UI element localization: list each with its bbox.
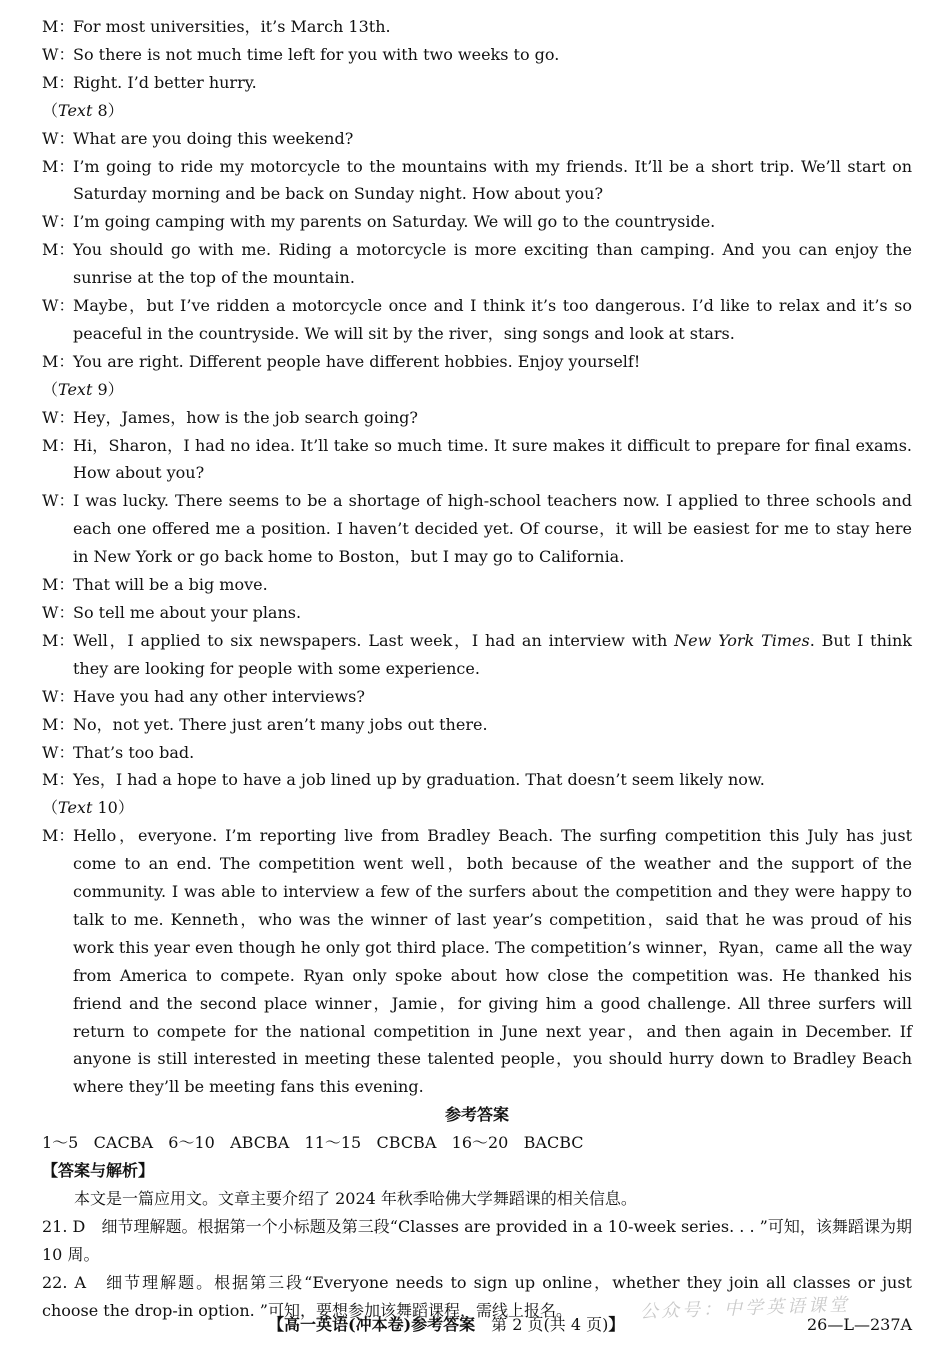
turn-text: . But I think they are looking for people with some experience. xyxy=(73,630,912,678)
answer-letters: CBCBA xyxy=(376,1133,437,1153)
speaker-label: W： xyxy=(42,603,75,622)
question-number: 21. D xyxy=(42,1216,86,1236)
speaker-label: W： xyxy=(42,491,75,511)
answer-range: 11～15 xyxy=(304,1133,362,1153)
speaker-label: M： xyxy=(42,72,75,92)
turn-text: I’m going to ride my motorcycle to the mountains with my friends. It’ll be a short trip. We’ll start on Saturday morning and be back on Sunday night. How about you? xyxy=(73,156,912,204)
speaker-label: W： xyxy=(42,296,75,316)
turn-text: No，not yet. There just aren’t many jobs out there. xyxy=(73,714,488,734)
text-section-label xyxy=(42,376,912,404)
analysis-text: 细节理解题。根据第三段“Everyone needs to sign up online，whether they join all classes or just choose the drop-in option. ”可知，要想参加该舞蹈课程，需线上报名。 xyxy=(42,1272,912,1320)
answer-range: 6～10 xyxy=(168,1133,215,1153)
dialogue-turn xyxy=(42,822,912,1101)
dialogue-turn xyxy=(42,599,912,627)
turn-text: What are you doing this weekend? xyxy=(73,128,354,148)
newspaper-name: New York Times xyxy=(674,630,810,650)
speaker-label: W： xyxy=(42,742,75,762)
speaker-label: M： xyxy=(42,714,75,734)
answer-range: 16～20 xyxy=(451,1133,509,1153)
speaker-label: M： xyxy=(42,17,75,36)
speaker-label: M： xyxy=(42,770,75,790)
answer-key-line xyxy=(42,1129,912,1157)
label-open: （ xyxy=(42,798,59,818)
text-section-label xyxy=(42,97,912,125)
label-number: 8） xyxy=(92,100,124,120)
dialogue-turn xyxy=(42,69,912,97)
turn-text: Yes，I had a hope to have a job lined up by graduation. That doesn’t seem likely now. xyxy=(73,770,765,790)
dialogue-turn xyxy=(42,153,912,209)
analysis-text: 细节理解题。根据第一个小标题及第三段“Classes are provided in a 10-week series. . . ”可知，该舞蹈课为期 10 周。 xyxy=(42,1216,912,1264)
dialogue-turn xyxy=(42,571,912,599)
dialogue-turn xyxy=(42,41,912,69)
watermark: 公众号：中学英语课堂 xyxy=(639,1294,851,1323)
turn-text: I’m going camping with my parents on Saturday. We will go to the countryside. xyxy=(73,212,716,232)
footer-title xyxy=(268,1312,624,1338)
answer-range: 1～5 xyxy=(42,1133,79,1153)
answer-letters: CACBA xyxy=(93,1133,153,1153)
speaker-label: M： xyxy=(42,630,75,650)
label-number: 10） xyxy=(92,798,134,818)
dialogue-turn xyxy=(42,683,912,711)
turn-text: That’s too bad. xyxy=(73,742,195,762)
turn-text: For most universities，it’s March 13th. xyxy=(73,17,391,36)
speaker-label: M： xyxy=(42,575,75,595)
turn-text: Hello，everyone. I’m reporting live from Bradley Beach. The surfing competition this July has just come to an end. The competition went well，both because of the weather and the support of the community. I was able to interview a few of the surfers about the competition and they were happy to talk to me. Kenneth，who was the winner of last year’s competition，said that he was proud of his work this year even though he only got third place. The competition’s winner，Ryan，came all the way from America to compete. Ryan only spoke about how close the competition was. He thanked his friend and the second place winner，Jamie，for giving him a good challenge. All three surfers will return to compete for the national competition in June next year，and then again in December. If anyone is still interested in meeting these talented people，you should hurry down to Bradley Beach where they’ll be meeting fans this evening. xyxy=(73,826,913,1097)
dialogue-turn xyxy=(42,13,912,41)
turn-text: Well，I applied to six newspapers. Last week，I had an interview with xyxy=(73,630,675,650)
speaker-label: M： xyxy=(42,351,75,371)
footer-close-bracket: 】 xyxy=(608,1315,625,1334)
dialogue-turn xyxy=(42,739,912,767)
question-number: 22. A xyxy=(42,1272,87,1292)
speaker-label: W： xyxy=(42,44,75,64)
speaker-label: M： xyxy=(42,435,75,455)
dialogue-turn xyxy=(42,487,912,571)
label-open: （ xyxy=(42,379,59,399)
dialogue-turn xyxy=(42,348,912,376)
dialogue-turn xyxy=(42,404,912,432)
analysis-heading: 【答案与解析】 xyxy=(42,1161,155,1181)
turn-text: Maybe，but I’ve ridden a motorcycle once and I think it’s too dangerous. I’d like to relax and it’s so peaceful in the countryside. We will sit by the river，sing songs and look at stars. xyxy=(73,296,912,343)
dialogue-turn xyxy=(42,292,912,348)
text-section-label xyxy=(42,794,912,822)
dialogue-turn xyxy=(42,236,912,292)
dialogue-turn xyxy=(42,627,912,683)
analysis-intro: 本文是一篇应用文。文章主要介绍了 2024 年秋季哈佛大学舞蹈课的相关信息。 xyxy=(74,1188,637,1208)
label-text: Text xyxy=(58,100,93,120)
answer-letters: BACBC xyxy=(523,1133,584,1153)
turn-text: You are right. Different people have different hobbies. Enjoy yourself! xyxy=(73,351,641,371)
speaker-label: M： xyxy=(42,240,75,260)
turn-text: Have you had any other interviews? xyxy=(73,686,365,706)
dialogue-turn xyxy=(42,766,912,794)
turn-text: Hi，Sharon，I had no idea. It’ll take so much time. It sure makes it difficult to prepare for final exams. How about you? xyxy=(73,435,912,483)
footer-code: 26—L—237A xyxy=(807,1315,913,1334)
dialogue-turn xyxy=(42,711,912,739)
footer-title-text: 【高一英语(冲本卷)参考答案 xyxy=(268,1315,476,1334)
turn-text: You should go with me. Riding a motorcycle is more exciting than camping. And you can enjoy the sunrise at the top of the mountain. xyxy=(73,240,912,288)
dialogue-turn xyxy=(42,208,912,236)
speaker-label: W： xyxy=(42,686,75,706)
answer-letters: ABCBA xyxy=(230,1133,290,1153)
turn-text: Right. I’d better hurry. xyxy=(73,72,257,92)
footer-page-number: 第 2 页(共 4 页) xyxy=(491,1315,609,1334)
turn-text: That will be a big move. xyxy=(73,575,268,595)
label-number: 9） xyxy=(92,379,124,399)
document-body xyxy=(42,13,912,1325)
speaker-label: M： xyxy=(42,826,75,846)
speaker-label: W： xyxy=(42,128,75,148)
label-text: Text xyxy=(58,379,93,399)
answer-title: 参考答案 xyxy=(444,1105,509,1125)
dialogue-turn xyxy=(42,125,912,153)
turn-text: So there is not much time left for you with two weeks to go. xyxy=(73,44,560,64)
speaker-label: W： xyxy=(42,212,75,232)
speaker-label: M： xyxy=(42,156,75,176)
label-text: Text xyxy=(58,798,93,818)
turn-text: Hey，James，how is the job search going? xyxy=(73,407,418,427)
turn-text: So tell me about your plans. xyxy=(73,603,302,622)
turn-text: I was lucky. There seems to be a shortage of high-school teachers now. I applied to three schools and each one offered me a position. I haven’t decided yet. Of course，it will be easiest for me to stay here in New York or go back home to Boston，but I may go to California. xyxy=(73,491,912,567)
label-open: （ xyxy=(42,100,59,120)
speaker-label: W： xyxy=(42,407,75,427)
analysis-item xyxy=(42,1213,912,1269)
dialogue-turn xyxy=(42,432,912,488)
